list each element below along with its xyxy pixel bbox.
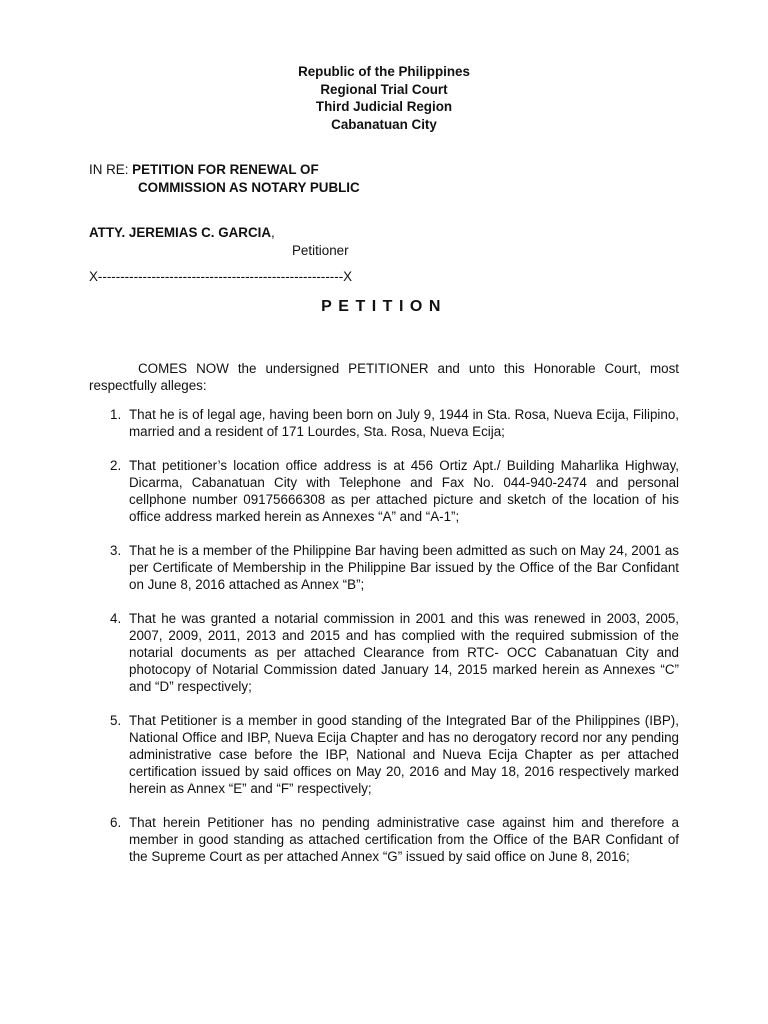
court-header — [0, 63, 768, 133]
petitioner-name: ATTY. JEREMIAS C. GARCIA — [89, 225, 272, 240]
allegation-number: 2. — [110, 458, 122, 473]
caption-title-2: COMMISSION AS NOTARY PUBLIC — [138, 180, 360, 195]
petitioner-name-line — [89, 224, 275, 241]
document-title: PETITION — [321, 298, 447, 315]
header-region: Third Judicial Region — [315, 99, 453, 114]
case-caption — [89, 161, 689, 197]
allegation-item — [89, 406, 679, 440]
allegation-number: 1. — [110, 407, 122, 422]
allegation-number: 6. — [110, 815, 122, 830]
allegation-number: 3. — [110, 543, 122, 558]
header-city: Cabanatuan City — [331, 116, 437, 132]
allegation-text: That Petitioner is a member in good standing of the Integrated Bar of the Philippines (IBP), National Office and IBP, Nueva Ecija Chapter and has no derogatory record nor any pending administrative case before the IBP, National and Nueva Ecija Chapter as per attached certification issued by said offices on May 20, 2016 and May 18, 2016 respectively marked herein as Annex “E” and “F” respectively; — [129, 713, 679, 796]
allegation-item — [89, 814, 679, 865]
petitioner-role: Petitioner — [292, 243, 349, 258]
in-re-label: IN RE: — [89, 162, 133, 177]
allegations-list — [89, 406, 679, 882]
allegation-text: That herein Petitioner has no pending administrative case against him and therefore a member in good standing as attached certification from the Office of the BAR Confidant of the Supreme Court as per attached Annex “G” issued by said office on June 8, 2016; — [129, 815, 679, 864]
allegation-item — [89, 712, 679, 797]
header-republic: Republic of the Philippines — [298, 64, 470, 79]
allegation-number: 5. — [110, 713, 122, 728]
caption-divider: X-------------------------------------------------------X — [89, 269, 353, 284]
allegation-item — [89, 610, 679, 695]
allegation-text: That he is a member of the Philippine Bar having been admitted as such on May 24, 2001 as per Certificate of Membership in the Philippine Bar issued by the Office of the Bar Confidant on June 8, 2016 attached as Annex “B”; — [129, 543, 679, 592]
allegation-text: That petitioner’s location office address is at 456 Ortiz Apt./ Building Maharlika Highway, Dicarma, Cabanatuan City with Telephone and Fax No. 044-940-2474 and personal cellphone number 09175666308 as per attached picture and sketch of the location of his office address marked herein as Annexes “A” and “A-1”; — [129, 458, 679, 524]
header-court: Regional Trial Court — [320, 81, 448, 97]
allegation-text: That he is of legal age, having been born on July 9, 1944 in Sta. Rosa, Nueva Ecija, Filipino, married and a resident of 171 Lourdes, Sta. Rosa, Nueva Ecija; — [129, 407, 679, 439]
allegation-item — [89, 542, 679, 593]
caption-title-1: PETITION FOR RENEWAL OF — [132, 162, 319, 177]
allegation-number: 4. — [110, 611, 122, 626]
intro-paragraph: COMES NOW the undersigned PETITIONER and unto this Honorable Court, most respectfully alleges: — [89, 361, 679, 393]
petitioner-name-suffix: , — [271, 225, 275, 240]
allegation-text: That he was granted a notarial commission in 2001 and this was renewed in 2003, 2005, 2007, 2009, 2011, 2013 and 2015 and has complied with the required submission of the notarial documents as per attached Clearance from RTC- OCC Cabanatuan City and photocopy of Notarial Commission dated January 14, 2015 marked herein as Annexes “C” and “D” respectively; — [129, 611, 679, 694]
allegation-item — [89, 457, 679, 525]
caption-line-1 — [89, 161, 689, 179]
